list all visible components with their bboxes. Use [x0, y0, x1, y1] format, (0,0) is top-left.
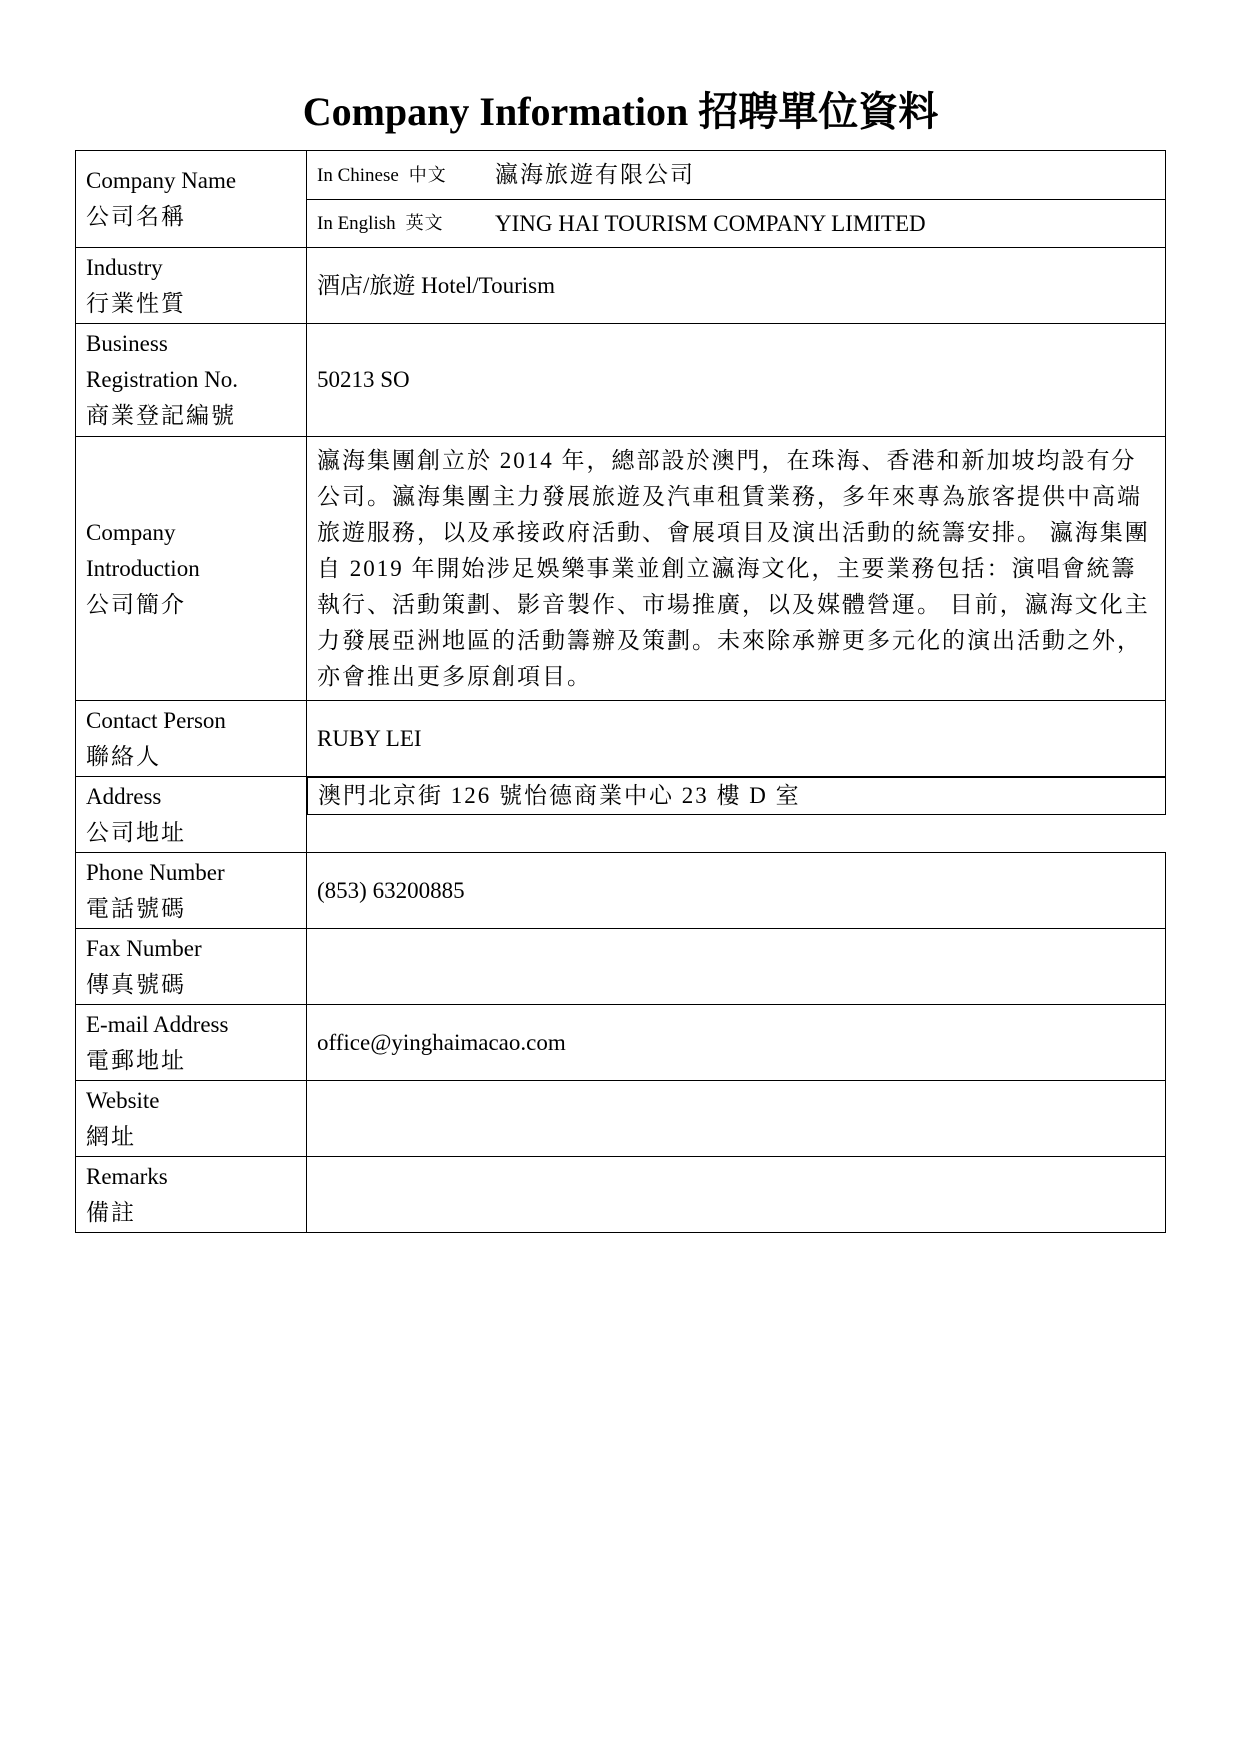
website-row: [76, 1081, 1166, 1157]
phone-row: [76, 853, 1166, 929]
company-name-label-en: Company Name: [86, 168, 237, 193]
phone-label-en: Phone Number: [86, 859, 225, 885]
registration-label-cell: [76, 324, 307, 437]
email-row: [76, 1005, 1166, 1081]
fax-value: [307, 929, 1166, 1005]
page-title: Company Information 招聘單位資料: [302, 89, 939, 134]
introduction-label-en-1: Company: [86, 519, 176, 545]
address-label-cell: [76, 777, 307, 853]
remarks-label-en: Remarks: [86, 1163, 168, 1189]
remarks-label-cn: 備註: [86, 1199, 136, 1225]
remarks-value: [307, 1157, 1166, 1233]
website-label-cell: [76, 1081, 307, 1157]
in-chinese-label: In Chinese: [317, 164, 399, 186]
contact-label-en: Contact Person: [86, 707, 226, 733]
in-english-label-cn: 英文: [405, 213, 444, 233]
website-label-en: Website: [86, 1087, 160, 1113]
website-label-cn: 網址: [86, 1123, 136, 1149]
registration-row: [76, 324, 1166, 437]
company-info-table: [75, 150, 1166, 1233]
in-chinese-label-cn: 中文: [408, 164, 447, 185]
email-label-en: E-mail Address: [86, 1011, 229, 1037]
registration-label-cn: 商業登記編號: [86, 403, 236, 428]
company-name-chinese-value: 瀛海旅遊有限公司: [495, 162, 695, 187]
in-english-label: In English: [317, 213, 396, 234]
introduction-row: [76, 437, 1166, 701]
remarks-row: [76, 1157, 1166, 1233]
registration-value: 50213 SO: [307, 324, 1166, 437]
address-value: 澳門北京街 126 號怡德商業中心 23 樓 D 室: [307, 777, 1166, 815]
company-name-label-cn: 公司名稱: [86, 204, 186, 229]
fax-label-cn: 傳真號碼: [86, 971, 186, 997]
company-name-chinese-row: [76, 151, 1166, 200]
fax-label-cell: [76, 929, 307, 1005]
contact-value: RUBY LEI: [307, 701, 1166, 777]
address-row: [76, 777, 1166, 853]
company-name-english-cell: [307, 200, 1166, 248]
contact-row: [76, 701, 1166, 777]
remarks-label-cell: [76, 1157, 307, 1233]
email-label-cn: 電郵地址: [86, 1047, 186, 1073]
contact-label-cell: [76, 701, 307, 777]
industry-value: 酒店/旅遊 Hotel/Tourism: [307, 248, 1166, 324]
industry-label-cell: [76, 248, 307, 324]
address-label-en: Address: [86, 783, 162, 809]
email-value: office@yinghaimacao.com: [307, 1005, 1166, 1081]
company-name-label-cell: [76, 151, 307, 248]
fax-label-en: Fax Number: [86, 935, 202, 961]
company-name-english-value: YING HAI TOURISM COMPANY LIMITED: [495, 210, 926, 236]
industry-row: [76, 248, 1166, 324]
introduction-label-cell: [76, 437, 307, 701]
phone-label-cn: 電話號碼: [86, 895, 186, 921]
industry-label-cn: 行業性質: [86, 290, 186, 316]
website-value: [307, 1081, 1166, 1157]
introduction-label-cn: 公司簡介: [86, 591, 186, 617]
company-name-chinese-cell: [307, 151, 1166, 200]
phone-label-cell: [76, 853, 307, 929]
email-label-cell: [76, 1005, 307, 1081]
industry-label-en: Industry: [86, 254, 163, 280]
introduction-label-en-2: Introduction: [86, 555, 200, 581]
address-label-cn: 公司地址: [86, 819, 186, 845]
registration-label-en-1: Business: [86, 331, 168, 356]
contact-label-cn: 聯絡人: [86, 743, 161, 769]
registration-label-en-2: Registration No.: [86, 367, 239, 392]
phone-value: (853) 63200885: [307, 853, 1166, 929]
introduction-value: 瀛海集團創立於 2014 年，總部設於澳門，在珠海、香港和新加坡均設有分公司。瀛海集團主力發展旅遊及汽車租賃業務，多年來專為旅客提供中高端旅遊服務，以及承接政府活動、會展項目及演出活動的統籌安排。 瀛海集團自 2019 年開始涉足娛樂事業並創立瀛海文化，主要業務包括：演唱會統籌執行、活動策劃、影音製作、市場推廣，以及媒體營運。 目前，瀛海文化主力發展亞洲地區的活動籌辦及策劃。未來除承辦更多元化的演出活動之外，亦會推出更多原創項目。: [307, 437, 1166, 701]
fax-row: [76, 929, 1166, 1005]
